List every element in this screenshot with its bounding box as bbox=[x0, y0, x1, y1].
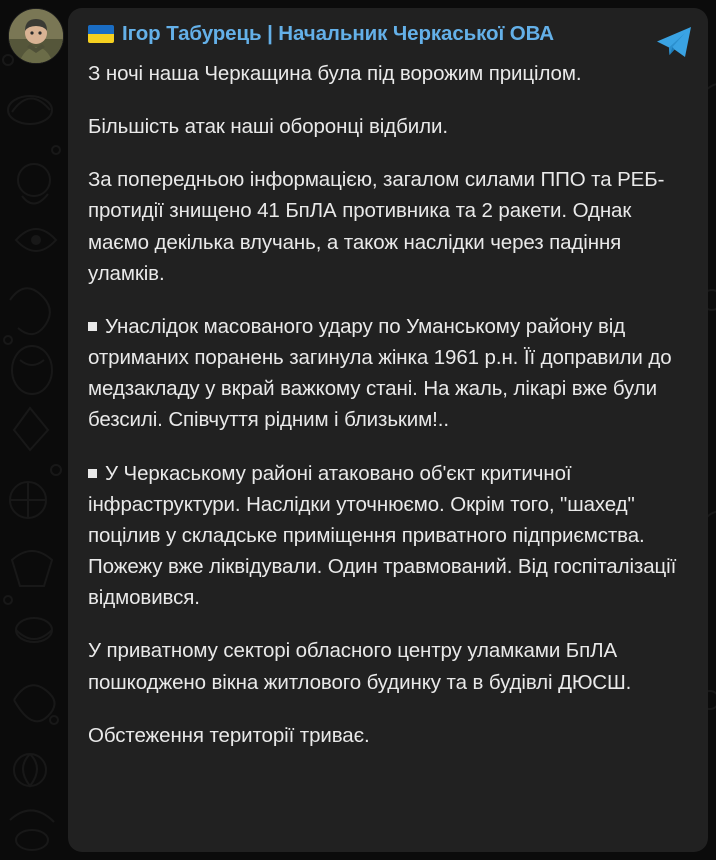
avatar-photo bbox=[9, 9, 63, 63]
paragraph-text: Унаслідок масованого удару по Уманському району від отриманих поранень загинула жінка 1961 р.н. Її доправили до медзакладу у вкрай важкому стані. На жаль, лікарі вже були безсилі. Співчуття рідним і близьким!.. bbox=[88, 314, 672, 432]
paragraph-text: У приватному секторі обласного центру уламками БпЛА пошкоджено вікна житлового будинку та в будівлі ДЮСШ. bbox=[88, 639, 632, 694]
square-bullet-icon bbox=[88, 322, 97, 331]
message-paragraph bbox=[88, 635, 692, 697]
message-bubble bbox=[68, 8, 708, 852]
channel-header bbox=[88, 22, 692, 46]
ukraine-flag-icon bbox=[88, 25, 114, 43]
square-bullet-icon bbox=[88, 469, 97, 478]
message-paragraph bbox=[88, 164, 692, 289]
message-paragraph-bulleted bbox=[88, 458, 692, 614]
paragraph-text: З ночі наша Черкащина була під ворожим прицілом. bbox=[88, 62, 582, 85]
message-paragraph bbox=[88, 58, 692, 89]
paragraph-text: Більшість атак наші оборонці відбили. bbox=[88, 115, 448, 139]
channel-title[interactable]: Ігор Табурець | Начальник Черкаської ОВА bbox=[122, 22, 554, 45]
avatar[interactable] bbox=[8, 8, 64, 64]
message-paragraph bbox=[88, 111, 692, 142]
message-text bbox=[88, 58, 692, 751]
telegram-logo-icon bbox=[654, 22, 694, 62]
paragraph-text: У Черкаському районі атаковано об'єкт критичної інфраструктури. Наслідки уточнюємо. Окрім того, "шахед" поцілив у складське приміщення приватного підприємства. Пожежу вже ліквідували. Один травмований. Від госпіталізації відмовився. bbox=[88, 461, 677, 610]
paragraph-text: За попередньою інформацією, загалом силами ППО та РЕБ-протидії знищено 41 БпЛА противника та 2 ракети. Однак маємо декілька влучань, а також наслідки через падіння уламків. bbox=[88, 168, 665, 285]
paragraph-text: Обстеження території триває. bbox=[88, 723, 370, 747]
message-paragraph-bulleted bbox=[88, 311, 692, 436]
message-paragraph bbox=[88, 720, 692, 751]
